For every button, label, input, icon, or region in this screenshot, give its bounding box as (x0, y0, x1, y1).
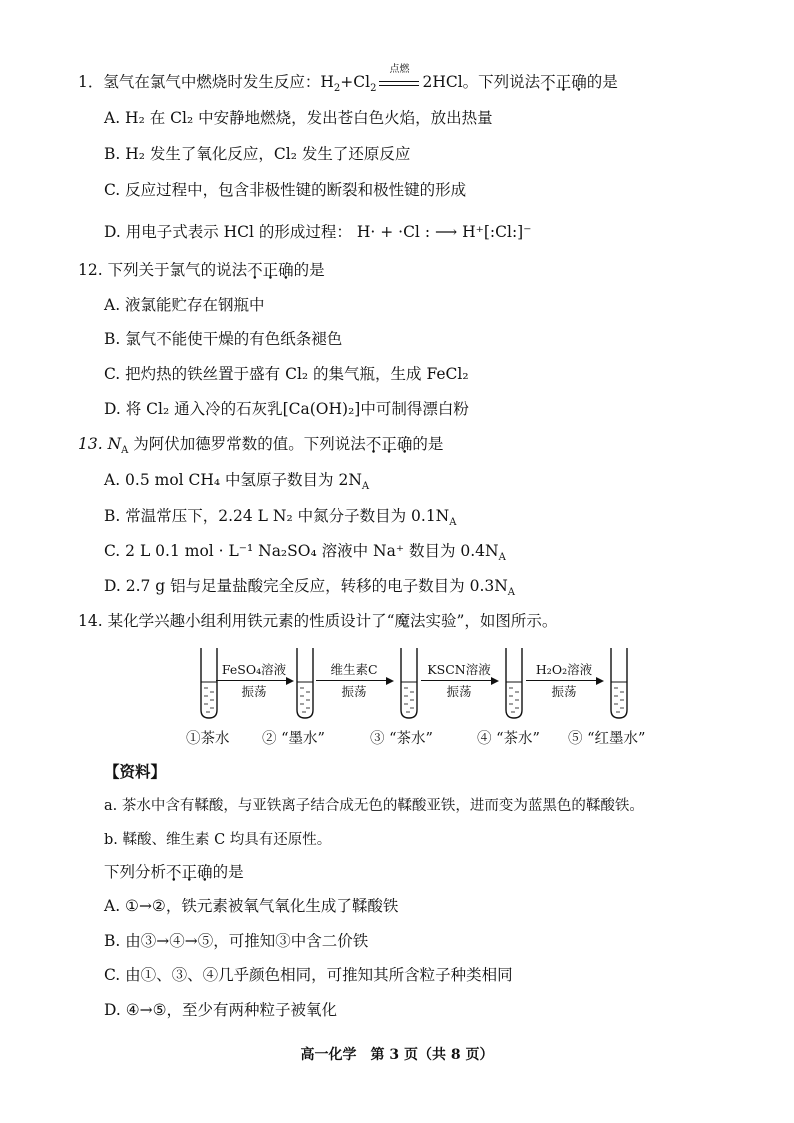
test-tube-5 (608, 648, 630, 720)
electron-formula-left: H· + ·Cl : (356, 223, 431, 241)
q12-option-a: A. 液氯能贮存在钢瓶中 (104, 296, 265, 314)
step-arrow-3: KSCN溶液 振荡 (419, 662, 499, 700)
q14-option-a: A. ①→②，铁元素被氧气氧化生成了鞣酸铁 (104, 897, 399, 915)
caption-5: ⑤ “红墨水” (568, 731, 646, 747)
q14-option-b: B. 由③→④→⑤，可推知③中含二价铁 (104, 932, 369, 950)
q13-option-b: B. 常温常压下，2.24 L N₂ 中氮分子数目为 $0.1N_A$ (104, 507, 457, 529)
step-arrow-1: FeSO₄溶液 振荡 (214, 662, 294, 700)
test-tube-3 (398, 648, 420, 720)
q14-option-d: D. ④→⑤，至少有两种粒子被氧化 (104, 1001, 338, 1019)
caption-4: ④ “茶水” (477, 731, 540, 747)
q13-stem: 13. $N_A$ 为阿伏加德罗常数的值。下列说法不正确的是 (78, 435, 444, 457)
step-arrow-2: 维生素C 振荡 (314, 662, 394, 700)
q11-stem: 1．氢气在氯气中燃烧时发生反应：$H_2+Cl_2$ 点燃 2HCl。下列说法不正确的是 (78, 64, 618, 95)
q11-option-b: B. H₂ 发生了氧化反应，Cl₂ 发生了还原反应 (104, 145, 411, 163)
q12-stem: 12. 下列关于氯气的说法不正确的是 (78, 261, 325, 279)
page-footer: 高一化学 第 3 页（共 8 页） (300, 1047, 494, 1063)
q13-option-c: C. 2 L 0.1 mol · L⁻¹ Na₂SO₄ 溶液中 Na⁺ 数目为 $0.4N_A$ (104, 542, 506, 564)
step-arrow-4: H₂O₂溶液 振荡 (524, 662, 604, 700)
q14-option-c: C. 由①、③、④几乎颜色相同，可推知其所含粒子种类相同 (104, 966, 513, 984)
test-tube-2 (294, 648, 316, 720)
q14-ask: 下列分析不正确的是 (104, 863, 244, 881)
q12-option-c: C. 把灼热的铁丝置于盛有 Cl₂ 的集气瓶，生成 FeCl₂ (104, 365, 469, 383)
resource-b: b. 鞣酸、维生素 C 均具有还原性。 (104, 832, 332, 848)
resource-title: 【资料】 (104, 762, 167, 781)
q13-option-d: D. 2.7 g 铝与足量盐酸完全反应，转移的电子数目为 $0.3N_A$ (104, 577, 516, 599)
resource-a: a. 茶水中含有鞣酸，与亚铁离子结合成无色的鞣酸亚铁，进而变为蓝黑色的鞣酸铁。 (104, 798, 644, 814)
q11-option-a: A. H₂ 在 Cl₂ 中安静地燃烧，发出苍白色火焰，放出热量 (104, 109, 493, 127)
q12-option-b: B. 氯气不能使干燥的有色纸条褪色 (104, 330, 343, 348)
electron-formula-right: H⁺[:Cl:]⁻ (462, 223, 532, 241)
q13-option-a: A. 0.5 mol CH₄ 中氢原子数目为 $2N_A$ (104, 471, 370, 493)
reaction-condition: 点燃 (376, 72, 422, 92)
caption-2: ② “墨水” (262, 731, 325, 747)
test-tube-4 (503, 648, 525, 720)
caption-1: ①茶水 (186, 731, 230, 747)
caption-3: ③ “茶水” (370, 731, 433, 747)
q14-stem: 14. 某化学兴趣小组利用铁元素的性质设计了“魔法实验”，如图所示。 (78, 612, 558, 630)
q12-option-d: D. 将 Cl₂ 通入冷的石灰乳[Ca(OH)₂]中可制得漂白粉 (104, 400, 469, 418)
formation-arrow: ⟶ (434, 223, 458, 241)
q11-option-d: D. 用电子式表示 HCl 的形成过程： H· + ·Cl : ⟶ H⁺[:Cl:]⁻ (104, 223, 532, 241)
q11-option-c: C. 反应过程中，包含非极性键的断裂和极性键的形成 (104, 181, 467, 199)
